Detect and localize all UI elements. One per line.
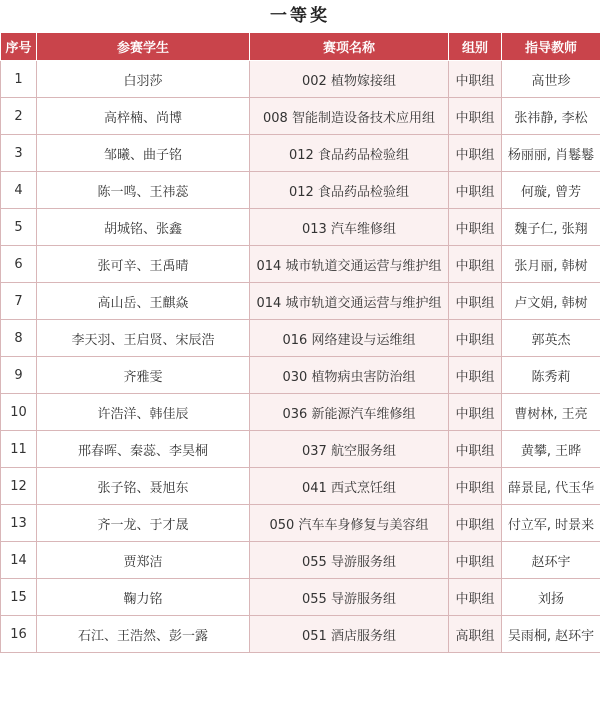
- cell-index: 5: [1, 209, 37, 246]
- table-row: [1, 505, 600, 542]
- cell-teachers: 陈秀莉: [502, 357, 600, 394]
- cell-index: 8: [1, 320, 37, 357]
- cell-event: 041 西式烹饪组: [250, 468, 449, 505]
- cell-event: 002 植物嫁接组: [250, 61, 449, 98]
- cell-event: 030 植物病虫害防治组: [250, 357, 449, 394]
- cell-students: 鞠力铭: [37, 579, 250, 616]
- cell-group: 中职组: [449, 283, 502, 320]
- cell-group: 中职组: [449, 394, 502, 431]
- table-row: [1, 246, 600, 283]
- cell-group: 中职组: [449, 246, 502, 283]
- cell-group: 中职组: [449, 468, 502, 505]
- cell-students: 邹曦、曲子铭: [37, 135, 250, 172]
- table-row: [1, 616, 600, 653]
- cell-group: 中职组: [449, 135, 502, 172]
- cell-event: 050 汽车车身修复与美容组: [250, 505, 449, 542]
- cell-index: 16: [1, 616, 37, 653]
- cell-students: 贾郑洁: [37, 542, 250, 579]
- cell-index: 12: [1, 468, 37, 505]
- awards-table: [0, 32, 600, 653]
- cell-event: 014 城市轨道交通运营与维护组: [250, 246, 449, 283]
- cell-students: 许浩洋、韩佳辰: [37, 394, 250, 431]
- cell-event: 014 城市轨道交通运营与维护组: [250, 283, 449, 320]
- cell-group: 中职组: [449, 61, 502, 98]
- cell-students: 齐一龙、于才晟: [37, 505, 250, 542]
- cell-group: 中职组: [449, 579, 502, 616]
- cell-group: 中职组: [449, 431, 502, 468]
- table-row: [1, 579, 600, 616]
- cell-event: 036 新能源汽车维修组: [250, 394, 449, 431]
- cell-teachers: 高世珍: [502, 61, 600, 98]
- cell-index: 10: [1, 394, 37, 431]
- table-body: [1, 61, 600, 653]
- cell-teachers: 杨丽丽, 肖鬈鬈: [502, 135, 600, 172]
- cell-event: 008 智能制造设备技术应用组: [250, 98, 449, 135]
- cell-students: 张可辛、王禹晴: [37, 246, 250, 283]
- cell-teachers: 黄攀, 王晔: [502, 431, 600, 468]
- cell-index: 6: [1, 246, 37, 283]
- table-row: [1, 431, 600, 468]
- cell-teachers: 刘扬: [502, 579, 600, 616]
- table-row: [1, 394, 600, 431]
- cell-index: 11: [1, 431, 37, 468]
- header-event: 赛项名称: [250, 33, 449, 61]
- cell-teachers: 魏子仁, 张翔: [502, 209, 600, 246]
- cell-students: 石江、王浩然、彭一露: [37, 616, 250, 653]
- cell-teachers: 何璇, 曾芳: [502, 172, 600, 209]
- cell-index: 9: [1, 357, 37, 394]
- table-row: [1, 320, 600, 357]
- cell-teachers: 张祎静, 李松: [502, 98, 600, 135]
- cell-event: 055 导游服务组: [250, 542, 449, 579]
- cell-group: 中职组: [449, 98, 502, 135]
- cell-event: 037 航空服务组: [250, 431, 449, 468]
- cell-event: 012 食品药品检验组: [250, 172, 449, 209]
- table-row: [1, 542, 600, 579]
- cell-event: 051 酒店服务组: [250, 616, 449, 653]
- cell-teachers: 张月丽, 韩树: [502, 246, 600, 283]
- cell-index: 13: [1, 505, 37, 542]
- cell-event: 013 汽车维修组: [250, 209, 449, 246]
- cell-teachers: 郭英杰: [502, 320, 600, 357]
- cell-students: 高梓楠、尚博: [37, 98, 250, 135]
- header-index: 序号: [1, 33, 37, 61]
- table-row: [1, 135, 600, 172]
- cell-teachers: 薛景昆, 代玉华: [502, 468, 600, 505]
- cell-students: 胡城铭、张鑫: [37, 209, 250, 246]
- cell-event: 012 食品药品检验组: [250, 135, 449, 172]
- header-row: [1, 33, 600, 61]
- cell-event: 055 导游服务组: [250, 579, 449, 616]
- table-row: [1, 172, 600, 209]
- table-header: [1, 33, 600, 61]
- cell-students: 陈一鸣、王祎蕊: [37, 172, 250, 209]
- table-row: [1, 61, 600, 98]
- table-row: [1, 98, 600, 135]
- cell-group: 中职组: [449, 209, 502, 246]
- cell-students: 白羽莎: [37, 61, 250, 98]
- cell-index: 2: [1, 98, 37, 135]
- cell-index: 14: [1, 542, 37, 579]
- cell-group: 中职组: [449, 357, 502, 394]
- cell-teachers: 曹树林, 王亮: [502, 394, 600, 431]
- cell-students: 高山岳、王麒焱: [37, 283, 250, 320]
- cell-students: 邢春晖、秦蕊、李昊桐: [37, 431, 250, 468]
- cell-index: 15: [1, 579, 37, 616]
- page-title: 一等奖: [270, 6, 330, 26]
- cell-teachers: 付立军, 时景来: [502, 505, 600, 542]
- cell-index: 3: [1, 135, 37, 172]
- header-group: 组别: [449, 33, 502, 61]
- table-row: [1, 283, 600, 320]
- cell-students: 李天羽、王启贤、宋辰浩: [37, 320, 250, 357]
- cell-group: 中职组: [449, 172, 502, 209]
- cell-index: 4: [1, 172, 37, 209]
- cell-group: 中职组: [449, 505, 502, 542]
- cell-teachers: 赵环宇: [502, 542, 600, 579]
- header-teachers: 指导教师: [502, 33, 600, 61]
- table-row: [1, 357, 600, 394]
- cell-students: 齐雅雯: [37, 357, 250, 394]
- cell-group: 高职组: [449, 616, 502, 653]
- cell-index: 7: [1, 283, 37, 320]
- cell-teachers: 吴雨桐, 赵环宇: [502, 616, 600, 653]
- cell-event: 016 网络建设与运维组: [250, 320, 449, 357]
- table-row: [1, 468, 600, 505]
- cell-teachers: 卢文娟, 韩树: [502, 283, 600, 320]
- header-students: 参赛学生: [37, 33, 250, 61]
- table-row: [1, 209, 600, 246]
- cell-group: 中职组: [449, 320, 502, 357]
- cell-students: 张子铭、聂旭东: [37, 468, 250, 505]
- cell-group: 中职组: [449, 542, 502, 579]
- cell-index: 1: [1, 61, 37, 98]
